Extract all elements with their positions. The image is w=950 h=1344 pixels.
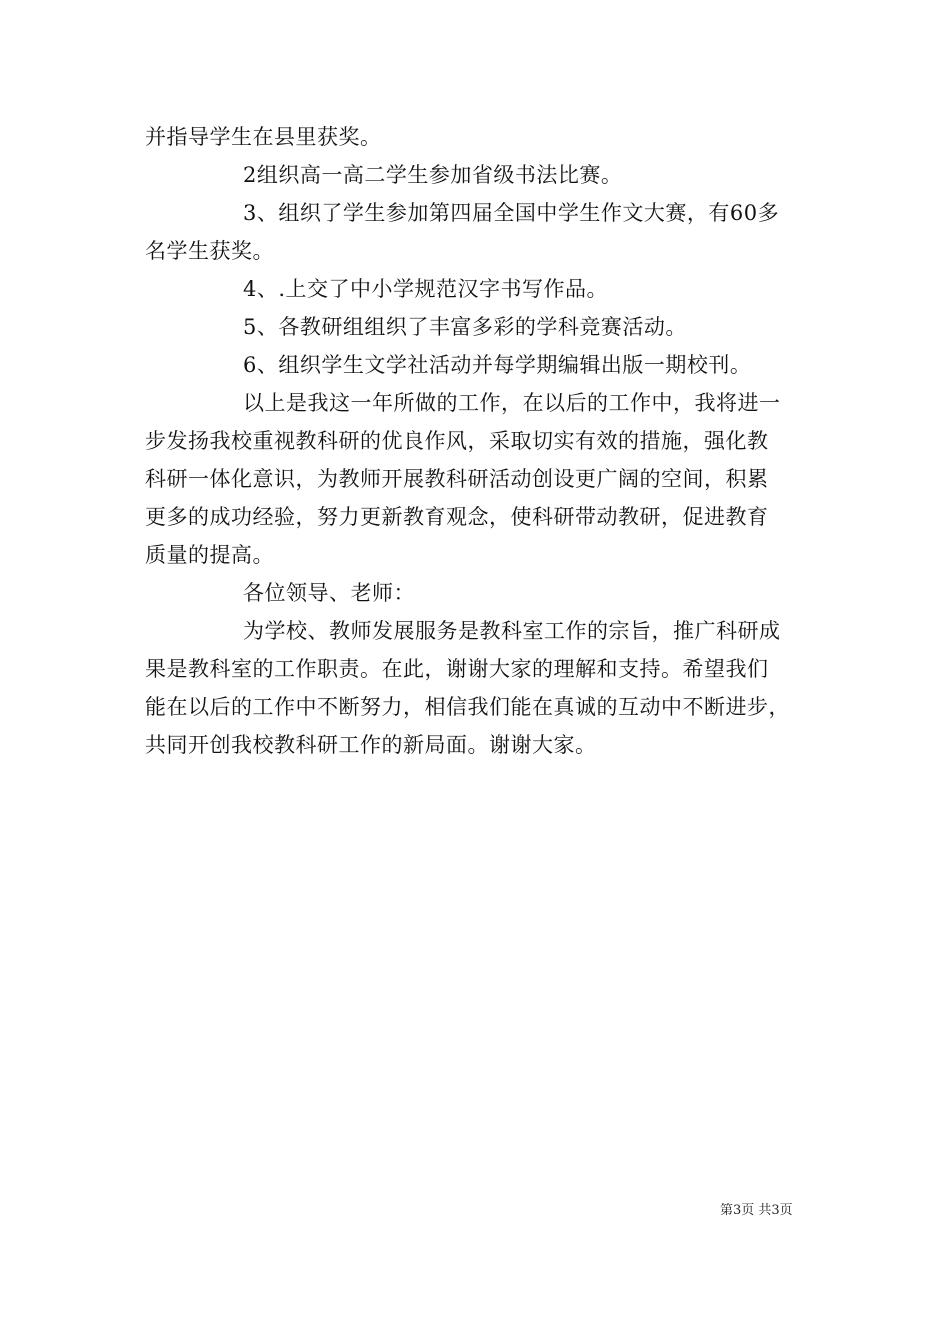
text-line: 3、组织了学生参加第四届全国中学生作文大赛，有60多 [243,201,780,225]
text-line: 并指导学生在县里获奖。 [145,125,382,149]
text-line: 4、.上交了中小学规范汉字书写作品。 [243,277,609,301]
page-footer: 第3页 共3页 [720,1203,793,1218]
text-line: 共同开创我校教科研工作的新局面。谢谢大家。 [145,733,597,757]
text-line: 更多的成功经验，努力更新教育观念，使科研带动教研，促进教育 [145,505,769,529]
text-line: 能在以后的工作中不断努力，相信我们能在真诚的互动中不断进步， [145,695,790,719]
text-line: 步发扬我校重视教科研的优良作风，采取切实有效的措施，强化教 [145,429,769,453]
text-line: 名学生获奖。 [145,239,274,263]
text-line: 6、组织学生文学社活动并每学期编辑出版一期校刊。 [243,353,752,377]
document-body [145,118,810,764]
text-line: 果是教科室的工作职责。在此，谢谢大家的理解和支持。希望我们 [145,657,769,681]
text-line: 各位领导、老师： [243,581,415,605]
text-line: 2组织高一高二学生参加省级书法比赛。 [243,163,623,187]
text-line: 科研一体化意识，为教师开展教科研活动创设更广阔的空间，积累 [145,467,769,491]
text-line: 5、各教研组组织了丰富多彩的学科竞赛活动。 [243,315,687,339]
text-line: 质量的提高。 [145,543,274,567]
text-line: 以上是我这一年所做的工作，在以后的工作中，我将进一 [243,391,781,415]
text-line: 为学校、教师发展服务是教科室工作的宗旨，推广科研成 [243,619,781,643]
